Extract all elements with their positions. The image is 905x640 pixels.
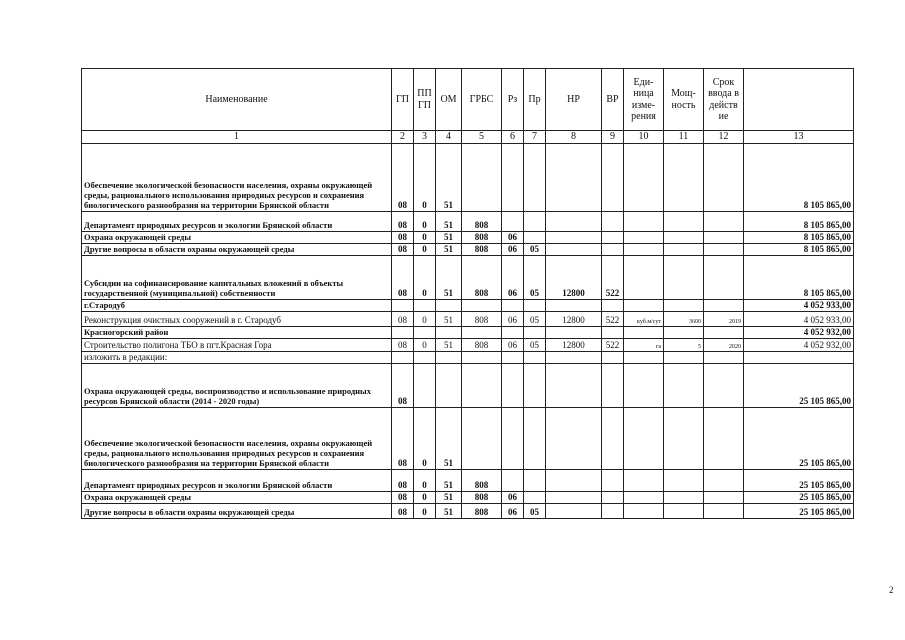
header-power: Мощ- ность [664, 69, 704, 131]
header-vr: ВР [602, 69, 624, 131]
column-number: 8 [546, 131, 602, 144]
cell-name: Охрана окружающей среды [82, 231, 392, 243]
cell-unit: куб.м/сут [624, 311, 664, 326]
cell-pp [414, 299, 436, 311]
cell-unit [624, 231, 664, 243]
cell-om: 51 [436, 143, 462, 211]
cell-pr: 05 [524, 255, 546, 299]
column-number: 6 [502, 131, 524, 144]
cell-sum: 25 105 865,00 [744, 407, 854, 469]
table-body [82, 131, 854, 519]
cell-np [546, 299, 602, 311]
cell-gp: 08 [392, 338, 414, 351]
cell-term: 2019 [704, 311, 744, 326]
cell-term [704, 231, 744, 243]
cell-unit [624, 407, 664, 469]
cell-vr [602, 351, 624, 363]
cell-pr [524, 491, 546, 503]
column-number: 7 [524, 131, 546, 144]
cell-power [664, 326, 704, 338]
cell-grbs [462, 407, 502, 469]
cell-grbs: 808 [462, 255, 502, 299]
cell-om: 51 [436, 469, 462, 491]
cell-om [436, 299, 462, 311]
table-row [82, 143, 854, 211]
cell-vr [602, 231, 624, 243]
cell-term [704, 363, 744, 407]
cell-unit [624, 255, 664, 299]
cell-power: 5 [664, 338, 704, 351]
table-row [82, 338, 854, 351]
cell-grbs [462, 299, 502, 311]
cell-term: 2020 [704, 338, 744, 351]
cell-vr [602, 469, 624, 491]
cell-power [664, 243, 704, 255]
cell-pp: 0 [414, 338, 436, 351]
cell-np [546, 351, 602, 363]
cell-vr: 522 [602, 255, 624, 299]
cell-grbs [462, 363, 502, 407]
header-np: НР [546, 69, 602, 131]
cell-sum: 4 052 932,00 [744, 338, 854, 351]
header-pp-gp: ПП ГП [414, 69, 436, 131]
cell-gp [392, 326, 414, 338]
cell-np [546, 231, 602, 243]
cell-om: 51 [436, 243, 462, 255]
cell-power [664, 231, 704, 243]
cell-pp: 0 [414, 503, 436, 518]
cell-gp: 08 [392, 469, 414, 491]
cell-pp [414, 326, 436, 338]
cell-pr [524, 231, 546, 243]
cell-term [704, 211, 744, 231]
cell-power [664, 363, 704, 407]
cell-vr [602, 491, 624, 503]
cell-unit [624, 503, 664, 518]
cell-unit [624, 491, 664, 503]
column-number: 1 [82, 131, 392, 144]
cell-grbs: 808 [462, 469, 502, 491]
cell-np [546, 326, 602, 338]
cell-power [664, 211, 704, 231]
column-number: 2 [392, 131, 414, 144]
cell-pr [524, 143, 546, 211]
cell-term [704, 326, 744, 338]
cell-pr: 05 [524, 243, 546, 255]
cell-term [704, 255, 744, 299]
cell-pr: 05 [524, 503, 546, 518]
table-row [82, 243, 854, 255]
cell-sum: 8 105 865,00 [744, 255, 854, 299]
header-term: Срок ввода в действ ие [704, 69, 744, 131]
cell-power: 3600 [664, 311, 704, 326]
cell-vr [602, 503, 624, 518]
cell-sum: 4 052 933,00 [744, 311, 854, 326]
table-row [82, 299, 854, 311]
cell-np [546, 407, 602, 469]
cell-name: Строительство полигона ТБО в пгт.Красная Гора [82, 338, 392, 351]
cell-gp: 08 [392, 243, 414, 255]
cell-name: изложить в редакции: [82, 351, 392, 363]
cell-rz [502, 469, 524, 491]
header-row [82, 69, 854, 131]
cell-unit [624, 243, 664, 255]
cell-term [704, 407, 744, 469]
table-row [82, 503, 854, 518]
cell-om: 51 [436, 231, 462, 243]
cell-vr [602, 326, 624, 338]
cell-rz: 06 [502, 255, 524, 299]
cell-pr [524, 299, 546, 311]
cell-term [704, 243, 744, 255]
cell-grbs: 808 [462, 231, 502, 243]
cell-pr: 05 [524, 311, 546, 326]
cell-pr [524, 351, 546, 363]
cell-unit [624, 143, 664, 211]
table-row [82, 351, 854, 363]
page-number: 2 [889, 585, 894, 595]
cell-om: 51 [436, 407, 462, 469]
cell-grbs: 808 [462, 211, 502, 231]
header-om: ОМ [436, 69, 462, 131]
cell-term [704, 299, 744, 311]
cell-vr [602, 407, 624, 469]
cell-om: 51 [436, 311, 462, 326]
cell-np [546, 211, 602, 231]
cell-om: 51 [436, 491, 462, 503]
cell-grbs: 808 [462, 338, 502, 351]
cell-sum: 8 105 865,00 [744, 211, 854, 231]
header-grbs: ГРБС [462, 69, 502, 131]
cell-name: Другие вопросы в области охраны окружающей среды [82, 503, 392, 518]
column-number-row [82, 131, 854, 144]
cell-gp: 08 [392, 143, 414, 211]
cell-np [546, 363, 602, 407]
cell-om: 51 [436, 211, 462, 231]
cell-sum: 25 105 865,00 [744, 469, 854, 491]
cell-vr: 522 [602, 311, 624, 326]
cell-term [704, 503, 744, 518]
cell-pr [524, 326, 546, 338]
cell-pp: 0 [414, 143, 436, 211]
cell-pp: 0 [414, 491, 436, 503]
cell-np [546, 243, 602, 255]
cell-gp: 08 [392, 491, 414, 503]
header-pr: Пр [524, 69, 546, 131]
cell-gp: 08 [392, 407, 414, 469]
cell-pp: 0 [414, 211, 436, 231]
cell-np [546, 503, 602, 518]
cell-grbs [462, 351, 502, 363]
cell-rz [502, 363, 524, 407]
cell-power [664, 255, 704, 299]
cell-rz [502, 211, 524, 231]
cell-pp: 0 [414, 231, 436, 243]
cell-vr [602, 211, 624, 231]
cell-power [664, 143, 704, 211]
cell-name: Обеспечение экологической безопасности населения, охраны окружающей среды, рационального использования природных ресурсов и сохранения биологического разнообразия на территории Брянской области [82, 143, 392, 211]
cell-name: Охрана окружающей среды [82, 491, 392, 503]
cell-rz [502, 299, 524, 311]
column-number: 12 [704, 131, 744, 144]
header-sum [744, 69, 854, 131]
cell-np: 12800 [546, 338, 602, 351]
table-row [82, 231, 854, 243]
cell-pp: 0 [414, 407, 436, 469]
cell-gp [392, 299, 414, 311]
cell-vr [602, 299, 624, 311]
cell-om: 51 [436, 338, 462, 351]
cell-om [436, 326, 462, 338]
header-rz: Рз [502, 69, 524, 131]
cell-gp: 08 [392, 211, 414, 231]
column-number: 13 [744, 131, 854, 144]
cell-grbs: 808 [462, 503, 502, 518]
cell-unit [624, 299, 664, 311]
cell-grbs: 808 [462, 243, 502, 255]
column-number: 5 [462, 131, 502, 144]
table-row [82, 326, 854, 338]
cell-name: Красногорский район [82, 326, 392, 338]
cell-sum: 8 105 865,00 [744, 243, 854, 255]
table-row [82, 363, 854, 407]
cell-name: Охрана окружающей среды, воспроизводство и использование природных ресурсов Брянской области (2014 - 2020 годы) [82, 363, 392, 407]
cell-name: Обеспечение экологической безопасности населения, охраны окружающей среды, рационального использования природных ресурсов и сохранения биологического разнообразия на территории Брянской области [82, 407, 392, 469]
cell-rz: 06 [502, 491, 524, 503]
cell-power [664, 491, 704, 503]
cell-np [546, 469, 602, 491]
cell-vr [602, 243, 624, 255]
cell-pr [524, 363, 546, 407]
cell-vr [602, 363, 624, 407]
cell-unit [624, 469, 664, 491]
cell-vr [602, 143, 624, 211]
cell-grbs: 808 [462, 491, 502, 503]
cell-gp: 08 [392, 231, 414, 243]
cell-vr: 522 [602, 338, 624, 351]
cell-rz: 06 [502, 338, 524, 351]
cell-name: Другие вопросы в области охраны окружающей среды [82, 243, 392, 255]
cell-unit [624, 363, 664, 407]
cell-sum: 25 105 865,00 [744, 491, 854, 503]
cell-term [704, 469, 744, 491]
cell-pr: 05 [524, 338, 546, 351]
cell-term [704, 351, 744, 363]
cell-om [436, 363, 462, 407]
cell-pr [524, 211, 546, 231]
column-number: 4 [436, 131, 462, 144]
cell-rz: 06 [502, 243, 524, 255]
cell-grbs: 808 [462, 311, 502, 326]
cell-rz: 06 [502, 311, 524, 326]
cell-gp: 08 [392, 503, 414, 518]
cell-gp: 08 [392, 363, 414, 407]
cell-term [704, 143, 744, 211]
header-name: Наименование [82, 69, 392, 131]
cell-unit: га [624, 338, 664, 351]
cell-sum: 25 105 865,00 [744, 503, 854, 518]
cell-pp: 0 [414, 243, 436, 255]
cell-power [664, 351, 704, 363]
cell-np: 12800 [546, 311, 602, 326]
cell-gp: 08 [392, 255, 414, 299]
cell-pr [524, 469, 546, 491]
cell-rz: 06 [502, 503, 524, 518]
cell-np [546, 491, 602, 503]
cell-pp [414, 363, 436, 407]
cell-power [664, 503, 704, 518]
cell-np [546, 143, 602, 211]
cell-rz [502, 407, 524, 469]
header-unit: Еди- ница изме- рения [624, 69, 664, 131]
cell-gp [392, 351, 414, 363]
cell-gp: 08 [392, 311, 414, 326]
cell-sum: 4 052 933,00 [744, 299, 854, 311]
cell-rz: 06 [502, 231, 524, 243]
table-row [82, 407, 854, 469]
cell-pp: 0 [414, 311, 436, 326]
cell-power [664, 469, 704, 491]
cell-np: 12800 [546, 255, 602, 299]
cell-name: Департамент природных ресурсов и экологии Брянской области [82, 211, 392, 231]
cell-sum: 8 105 865,00 [744, 143, 854, 211]
column-number: 11 [664, 131, 704, 144]
cell-name: г.Стародуб [82, 299, 392, 311]
cell-pp: 0 [414, 469, 436, 491]
cell-unit [624, 326, 664, 338]
cell-name: Департамент природных ресурсов и экологии Брянской области [82, 469, 392, 491]
cell-sum: 4 052 932,00 [744, 326, 854, 338]
cell-unit [624, 211, 664, 231]
cell-unit [624, 351, 664, 363]
cell-power [664, 407, 704, 469]
cell-sum: 8 105 865,00 [744, 231, 854, 243]
cell-term [704, 491, 744, 503]
cell-pp: 0 [414, 255, 436, 299]
table-row [82, 255, 854, 299]
cell-om [436, 351, 462, 363]
cell-grbs [462, 326, 502, 338]
column-number: 9 [602, 131, 624, 144]
table-row [82, 311, 854, 326]
cell-pp [414, 351, 436, 363]
cell-power [664, 299, 704, 311]
cell-name: Реконструкция очистных сооружений в г. Стародуб [82, 311, 392, 326]
cell-om: 51 [436, 255, 462, 299]
table-row [82, 211, 854, 231]
cell-rz [502, 351, 524, 363]
budget-table [81, 68, 854, 519]
cell-sum: 25 105 865,00 [744, 363, 854, 407]
header-gp: ГП [392, 69, 414, 131]
cell-rz [502, 326, 524, 338]
cell-pr [524, 407, 546, 469]
column-number: 10 [624, 131, 664, 144]
cell-name: Субсидии на софинансирование капитальных вложений в объекты государственной (муниципальной) собственности [82, 255, 392, 299]
cell-om: 51 [436, 503, 462, 518]
column-number: 3 [414, 131, 436, 144]
table-row [82, 491, 854, 503]
cell-grbs [462, 143, 502, 211]
table-row [82, 469, 854, 491]
cell-rz [502, 143, 524, 211]
cell-sum [744, 351, 854, 363]
